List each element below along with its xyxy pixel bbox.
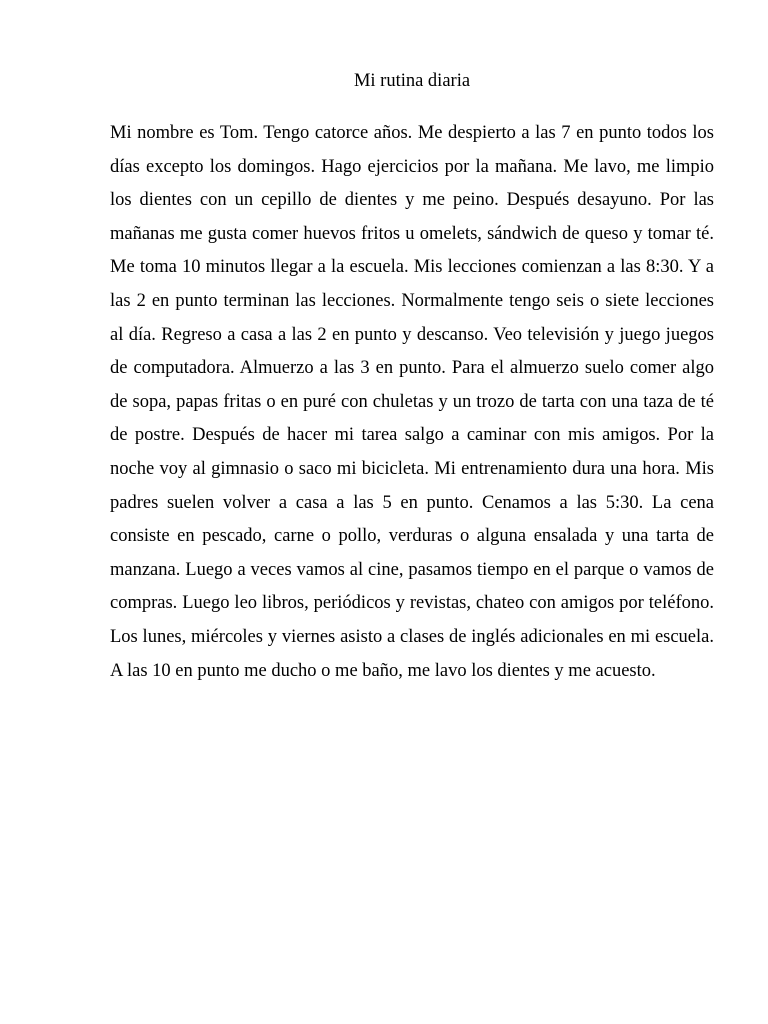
document-title: Mi rutina diaria [353,71,471,91]
body-paragraph: Mi nombre es Tom. Tengo catorce años. Me despierto a las 7 en punto todos los días excepto los domingos. Hago ejercicios por la mañana. Me lavo, me limpio los dientes con un cepillo de dientes y me peino. Después desayuno. Por las mañanas me gusta comer huevos fritos u omelets, sándwich de queso y tomar té. Me toma 10 minutos llegar a la escuela. Mis lecciones comienzan a las 8:30. Y a las 2 en punto terminan las lecciones. Normalmente tengo seis o siete lecciones al día. Regreso a casa a las 2 en punto y descanso. Veo televisión y juego juegos de computadora. Almuerzo a las 3 en punto. Para el almuerzo suelo comer algo de sopa, papas fritas o en puré con chuletas y un trozo de tarta con una taza de té de postre. Después de hacer mi tarea salgo a caminar con mis amigos. Por la noche voy al gimnasio o saco mi bicicleta. Mi entrenamiento dura una hora. Mis padres suelen volver a casa a las 5 en punto. Cenamos a las 5:30. La cena consiste en pescado, carne o pollo, verduras o alguna ensalada y una tarta de manzana. Luego a veces vamos al cine, pasamos tiempo en el parque o vamos de compras. Luego leo libros, periódicos y revistas, chateo con amigos por teléfono. Los lunes, miércoles y viernes asisto a clases de inglés adicionales en mi escuela. A las 10 en punto me ducho o me baño, me lavo los dientes y me acuesto. [110,123,714,681]
